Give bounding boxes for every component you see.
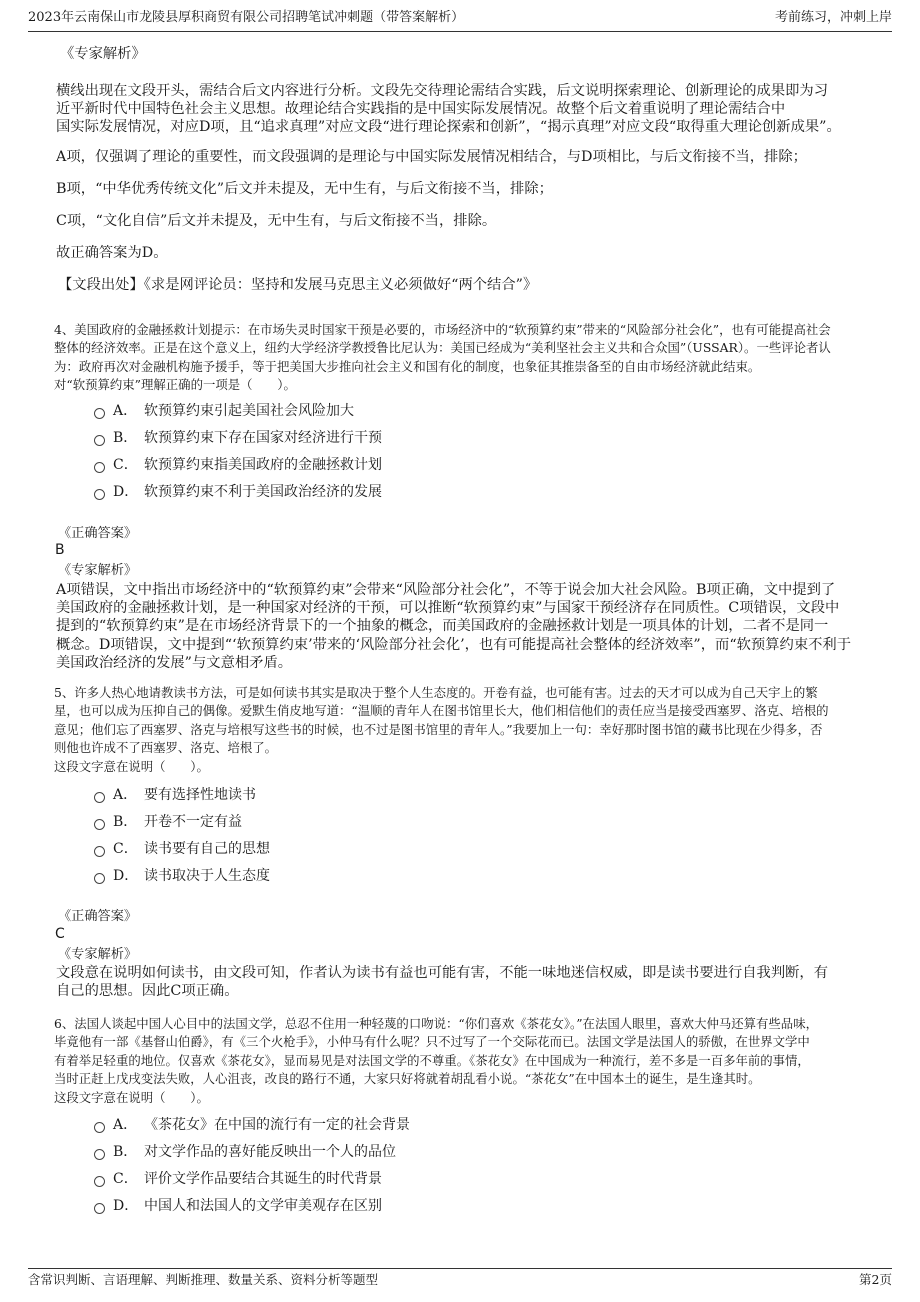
option-text: 软预算约束下存在国家对经济进行干预 <box>144 430 382 446</box>
q6-option-d[interactable] <box>94 1197 382 1215</box>
option-letter: B． <box>113 1144 138 1160</box>
page-footer <box>28 1268 892 1294</box>
radio-icon[interactable] <box>94 792 105 803</box>
option-letter: C． <box>113 457 138 473</box>
q3-analysis-line: 国实际发展情况，对应D项，且“追求真理”对应文段“进行理论探索和创新”，“揭示真理”对应文段“取得重大理论创新成果”。 <box>56 119 841 136</box>
radio-icon[interactable] <box>94 846 105 857</box>
q6-stem <box>54 1015 884 1107</box>
q4-stem <box>54 321 884 395</box>
q5-stem-line: 意见；他们忘了西塞罗、洛克与培根写这些书的时候，也不过是图书馆里的青年人。”我要加上一句：幸好那时图书馆的藏书比现在少得多，否 <box>54 721 823 737</box>
q5-option-b[interactable] <box>94 813 242 831</box>
q5-option-d[interactable] <box>94 867 270 885</box>
q5-option-a[interactable] <box>94 786 256 804</box>
page-number: 第2页 <box>859 1272 892 1287</box>
option-letter: D． <box>113 484 139 500</box>
option-letter: D． <box>113 1198 139 1214</box>
q5-stem-line: 这段文字意在说明（ ）。 <box>54 758 209 774</box>
q4-answer: B <box>55 542 65 558</box>
q5-analysis-line: 文段意在说明如何读书，由文段可知，作者认为读书有益也可能有害，不能一味地迷信权威，即是读书要进行自我判断，有 <box>56 965 829 981</box>
option-letter: B． <box>113 814 138 830</box>
option-text: 《茶花女》在中国的流行有一定的社会背景 <box>144 1117 410 1133</box>
q6-stem-line: 6、法国人谈起中国人心目中的法国文学，总忍不住用一种轻蔑的口吻说：“你们喜欢《茶花女》。”在法国人眼里，喜欢大仲马还算有些品味， <box>54 1016 818 1031</box>
q4-analysis-line: A项错误，文中指出市场经济中的“软预算约束”会带来“风险部分社会化”，不等于说会加大社会风险。B项正确，文中提到了 <box>56 582 836 598</box>
radio-icon[interactable] <box>94 408 105 419</box>
option-letter: B． <box>113 430 138 446</box>
q3-analysis-title: 《专家解析》 <box>60 46 146 62</box>
radio-icon[interactable] <box>94 1122 105 1133</box>
q6-stem-line: 这段文字意在说明（ ）。 <box>54 1089 209 1105</box>
q6-option-c[interactable] <box>94 1170 382 1188</box>
q5-stem <box>54 684 884 776</box>
q5-option-c[interactable] <box>94 840 270 858</box>
q4-option-b[interactable] <box>94 429 382 447</box>
option-letter: C． <box>113 1171 138 1187</box>
q5-answer-title: 《正确答案》 <box>58 909 138 924</box>
q5-stem-line: 5、许多人热心地请教读书方法，可是如何读书其实是取决于整个人生态度的。开卷有益，也可能有害。过去的天才可以成为自己天宇上的繁 <box>54 685 818 700</box>
q3-analysis-line: 近平新时代中国特色社会主义思想。故理论结合实践指的是中国实际发展情况。故整个后文着重说明了理论需结合中 <box>56 101 786 118</box>
q3-option-a-analysis: A项，仅强调了理论的重要性，而文段强调的是理论与中国实际发展情况相结合，与D项相比，与后文衔接不当，排除； <box>56 149 807 165</box>
q6-stem-line: 毕竟他有一部《基督山伯爵》，有《三个火枪手》，小仲马有什么呢？只不过写了一个交际花而已。法国文学是法国人的骄傲，在世界文学中 <box>54 1034 810 1050</box>
q4-option-a[interactable] <box>94 402 354 420</box>
q4-answer-title: 《正确答案》 <box>58 526 138 541</box>
q4-stem-line: 4、美国政府的金融拯救计划提示：在市场失灵时国家干预是必要的，市场经济中的“软预算约束”带来的“风险部分社会化”，也有可能提高社会 <box>54 322 831 337</box>
page-header <box>28 8 892 32</box>
radio-icon[interactable] <box>94 873 105 884</box>
q3-analysis <box>56 82 856 137</box>
q3-conclusion: 故正确答案为D。 <box>56 245 168 261</box>
option-letter: C． <box>113 841 138 857</box>
option-letter: A． <box>113 403 138 419</box>
q6-stem-line: 有着举足轻重的地位。仅喜欢《茶花女》，显而易见是对法国文学的不尊重。《茶花女》在中国成为一种流行，差不多是一百多年前的事情， <box>54 1052 810 1068</box>
q6-option-b[interactable] <box>94 1143 396 1161</box>
option-text: 读书取决于人生态度 <box>144 868 270 884</box>
q4-option-c[interactable] <box>94 456 382 474</box>
radio-icon[interactable] <box>94 819 105 830</box>
option-text: 读书要有自己的思想 <box>144 841 270 857</box>
q4-analysis-line: 美国政府的金融拯救计划，是一种国家对经济的干预，可以推断“软预算约束”与国家干预经济存在同质性。C项错误，文段中 <box>56 600 840 617</box>
option-letter: A． <box>113 1117 138 1133</box>
q3-source: 【文段出处】《求是网评论员：坚持和发展马克思主义必须做好“两个结合”》 <box>58 277 538 293</box>
option-text: 软预算约束引起美国社会风险加大 <box>144 403 354 419</box>
radio-icon[interactable] <box>94 489 105 500</box>
q6-option-a[interactable] <box>94 1116 410 1134</box>
radio-icon[interactable] <box>94 435 105 446</box>
q4-analysis-title: 《专家解析》 <box>58 563 138 578</box>
q3-option-c-analysis: C项，“文化自信”后文并未提及，无中生有，与后文衔接不当，排除。 <box>56 213 497 229</box>
option-letter: A． <box>113 787 138 803</box>
q4-stem-line: 对“软预算约束”理解正确的一项是（ ）。 <box>54 377 296 393</box>
q4-option-d[interactable] <box>94 483 382 501</box>
option-letter: D． <box>113 868 139 884</box>
q4-analysis-line: 提到的“软预算约束”是在市场经济背景下的一个抽象的概念，而美国政府的金融拯救计划是一项具体的计划，二者不是同一 <box>56 618 829 635</box>
q3-analysis-line: 横线出现在文段开头，需结合后文内容进行分析。文段先交待理论需结合实践，后文说明探索理论、创新理论的成果即为习 <box>56 83 829 99</box>
q4-analysis <box>56 581 876 672</box>
option-text: 评价文学作品要结合其诞生的时代背景 <box>144 1171 382 1187</box>
q4-stem-line: 为：政府再次对金融机构施予援手，等于把美国大步推向社会主义和国有化的制度，也象征其推崇备至的自由市场经济就此结束。 <box>54 358 761 374</box>
q6-stem-line: 当时正赶上戊戌变法失败，人心沮丧，改良的路行不通，大家只好将就着胡乱看小说。“茶花女”在中国本土的诞生，是生逢其时。 <box>54 1071 761 1087</box>
footer-description: 含常识判断、言语理解、判断推理、数量关系、资料分析等题型 <box>28 1272 379 1287</box>
q5-answer: C <box>55 926 65 942</box>
option-text: 开卷不一定有益 <box>144 814 242 830</box>
option-text: 中国人和法国人的文学审美观存在区别 <box>144 1198 382 1214</box>
radio-icon[interactable] <box>94 1203 105 1214</box>
q5-stem-line: 则他也许成不了西塞罗、洛克、培根了。 <box>54 740 278 756</box>
header-slogan: 考前练习，冲刺上岸 <box>774 10 892 25</box>
radio-icon[interactable] <box>94 1176 105 1187</box>
q5-stem-line: 星，也可以成为压抑自己的偶像。爱默生俏皮地写道：“温顺的青年人在图书馆里长大，他们相信他们的责任应当是接受西塞罗、洛克、培根的 <box>54 703 829 719</box>
document-title: 2023年云南保山市龙陵县厚积商贸有限公司招聘笔试冲刺题（带答案解析） <box>28 10 465 25</box>
option-text: 对文学作品的喜好能反映出一个人的品位 <box>144 1144 396 1160</box>
radio-icon[interactable] <box>94 462 105 473</box>
q4-analysis-line: 概念。D项错误，文中提到“‘软预算约束’带来的‘风险部分社会化’，也有可能提高社会整体的经济效率”，而“软预算约束不利于 <box>56 636 851 653</box>
q3-option-b-analysis: B项，“中华优秀传统文化”后文并未提及，无中生有，与后文衔接不当，排除； <box>56 181 553 197</box>
q4-stem-line: 整体的经济效率。正是在这个意义上，纽约大学经济学教授鲁比尼认为：美国已经成为“美利坚社会主义共和合众国”（USSAR）。一些评论者认 <box>54 340 831 356</box>
option-text: 要有选择性地读书 <box>144 787 256 803</box>
q5-analysis <box>56 964 876 1000</box>
q5-analysis-line: 自己的思想。因此C项正确。 <box>56 983 239 1000</box>
q5-analysis-title: 《专家解析》 <box>58 947 138 962</box>
option-text: 软预算约束不利于美国政治经济的发展 <box>144 484 382 500</box>
option-text: 软预算约束指美国政府的金融拯救计划 <box>144 457 382 473</box>
q4-analysis-line: 美国政治经济的发展”与文意相矛盾。 <box>56 654 293 671</box>
radio-icon[interactable] <box>94 1149 105 1160</box>
